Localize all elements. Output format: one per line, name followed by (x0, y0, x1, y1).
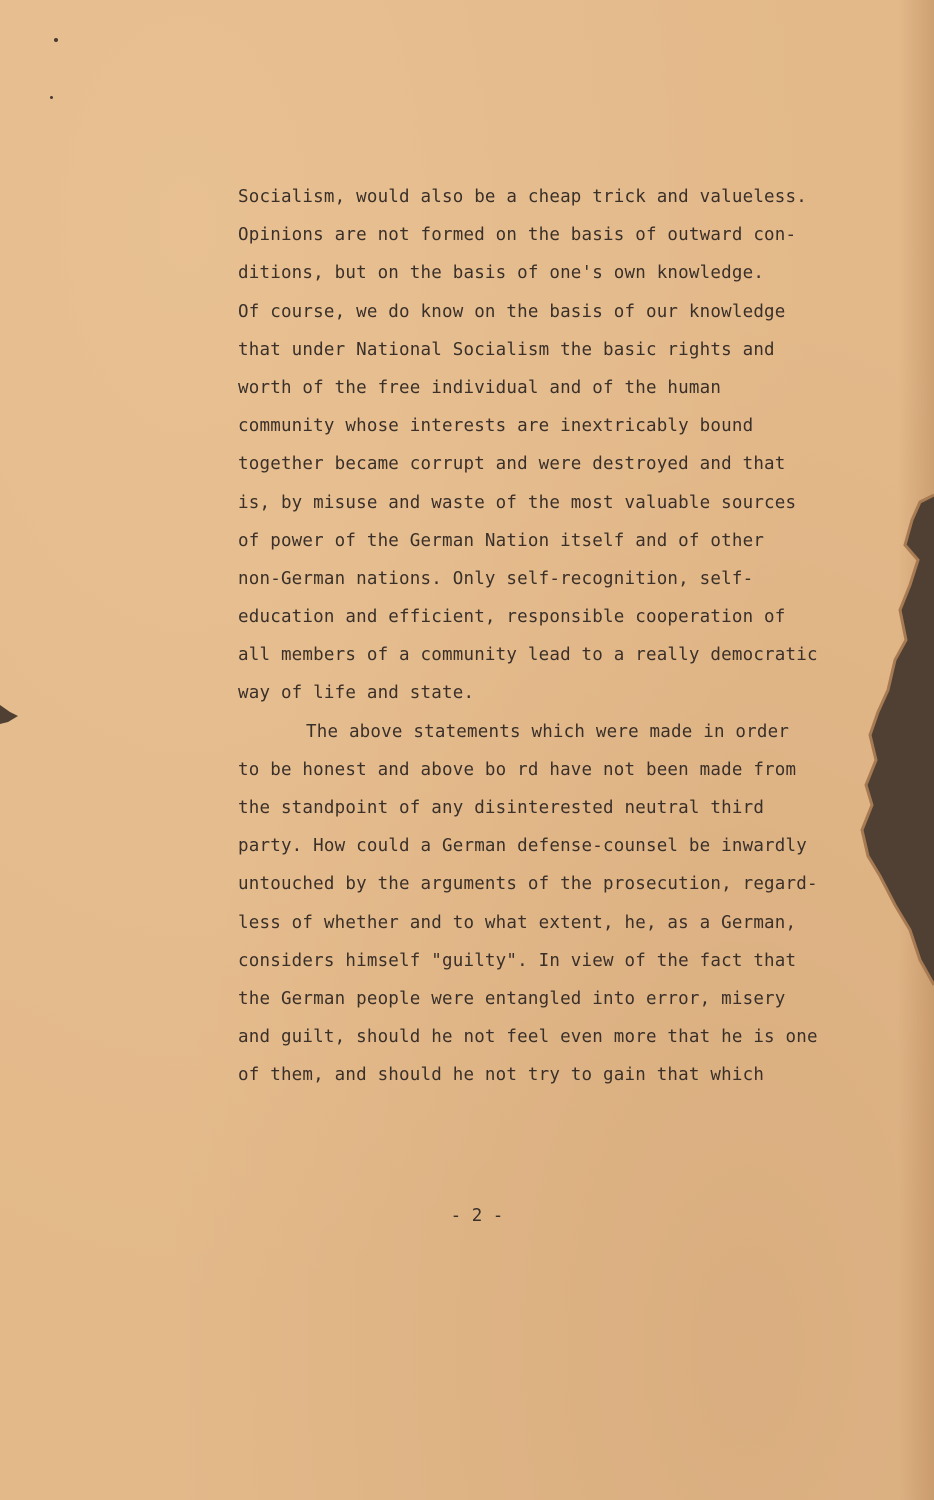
text-line: the German people were entangled into error, misery (238, 988, 786, 1009)
paper-speck (54, 38, 58, 42)
text-line: all members of a community lead to a really democratic (238, 645, 818, 666)
text-line: together became corrupt and were destroyed and that (238, 454, 786, 475)
text-line: that under National Socialism the basic rights and (238, 339, 775, 360)
page-number: - 2 - (450, 1206, 504, 1226)
text-line: non-German nations. Only self-recognition, self- (238, 568, 754, 589)
text-line: the standpoint of any disinterested neutral third (238, 798, 765, 818)
text-line: of power of the German Nation itself and of other (238, 530, 765, 551)
text-line: untouched by the arguments of the prosecution, regard- (238, 874, 818, 895)
paper-speck (50, 96, 53, 99)
text-line: less of whether and to what extent, he, as a German, (238, 912, 797, 933)
text-line: ditions, but on the basis of one's own knowledge. (238, 263, 765, 284)
text-line: Socialism, would also be a cheap trick and valueless. (238, 187, 808, 207)
text-line: Of course, we do know on the basis of our knowledge (238, 301, 786, 322)
text-line: party. How could a German defense-counsel be inwardly (238, 836, 808, 857)
text-line: considers himself "guilty". In view of the fact that (238, 950, 797, 971)
text-line: of them, and should he not try to gain that which (238, 1065, 765, 1086)
text-line: way of life and state. (238, 683, 475, 704)
text-line: and guilt, should he not feel even more that he is one (238, 1027, 818, 1048)
text-line: to be honest and above bo rd have not been made from (238, 759, 797, 780)
text-line: community whose interests are inextricably bound (238, 416, 754, 437)
text-line: education and efficient, responsible cooperation of (238, 607, 786, 628)
paragraph-start-line: The above statements which were made in order (306, 721, 790, 742)
text-line: Opinions are not formed on the basis of outward con- (238, 225, 797, 246)
typed-text-block (238, 178, 878, 1095)
text-line: is, by misuse and waste of the most valuable sources (238, 492, 797, 513)
text-line: worth of the free individual and of the human (238, 377, 722, 398)
